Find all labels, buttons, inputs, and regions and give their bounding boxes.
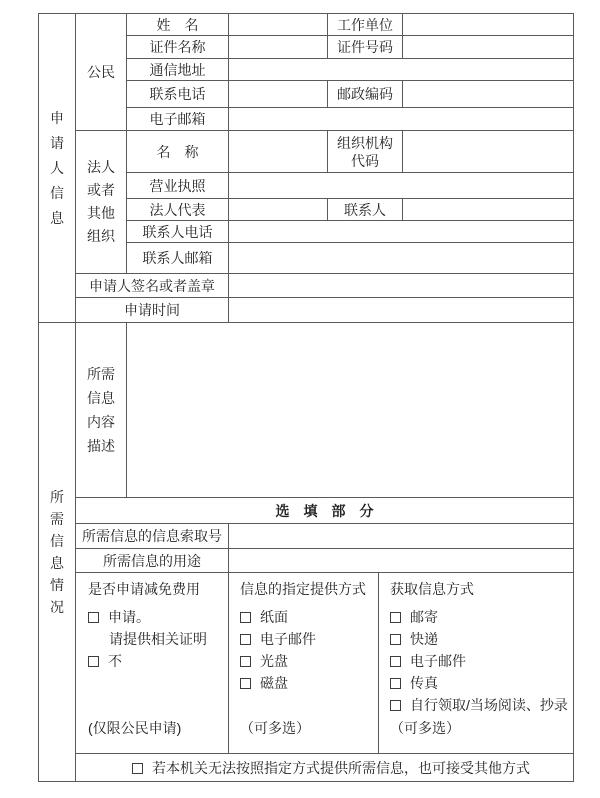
fee-waiver-option-no[interactable]: [88, 653, 122, 669]
table-row: [39, 323, 574, 498]
checkbox-icon[interactable]: [240, 678, 251, 689]
contact-email-value-cell[interactable]: [229, 243, 574, 274]
apply-date-label: 申请时间: [76, 298, 229, 323]
legal-rep-label: 法人代表: [127, 199, 229, 221]
checkbox-icon[interactable]: [390, 612, 401, 623]
contact-person-value-cell[interactable]: [403, 199, 574, 221]
fee-waiver-footnote: (仅限公民申请): [88, 720, 182, 736]
checkbox-icon[interactable]: [390, 700, 401, 711]
provide-option-paper[interactable]: [240, 609, 288, 625]
signature-label: 申请人签名或者盖章: [76, 274, 229, 298]
request-section-label-text: 所需信息情况: [50, 489, 64, 615]
option-label: 传真: [410, 675, 438, 691]
mail-address-value-cell[interactable]: [229, 59, 574, 81]
contact-person-label: 联系人: [328, 199, 403, 221]
applicant-section-label: [39, 14, 76, 323]
email-label: 电子邮箱: [127, 108, 229, 131]
obtain-option-self-pickup[interactable]: [390, 697, 568, 713]
mail-address-label: 通信地址: [127, 59, 229, 81]
apply-date-value-cell[interactable]: [229, 298, 574, 323]
provide-option-disk[interactable]: [240, 675, 288, 691]
option-label: 电子邮件: [260, 631, 316, 647]
obtain-option-fax[interactable]: [390, 675, 438, 691]
purpose-label: 所需信息的用途: [76, 549, 229, 573]
checkbox-icon[interactable]: [240, 612, 251, 623]
obtain-method-title: 获取信息方式: [390, 581, 474, 597]
obtain-option-express[interactable]: [390, 631, 438, 647]
fee-waiver-cell: [76, 573, 229, 754]
applicant-section-label-text: 申请人信息: [50, 109, 64, 226]
obtain-method-cell: [379, 573, 574, 754]
fallback-note-cell: [76, 754, 574, 782]
checkbox-icon[interactable]: [390, 678, 401, 689]
description-value-cell[interactable]: [127, 323, 574, 498]
work-unit-label: 工作单位: [328, 14, 403, 36]
business-license-label: 营业执照: [127, 173, 229, 199]
org-name-value-cell[interactable]: [229, 131, 328, 173]
legal-rep-value-cell[interactable]: [229, 199, 328, 221]
id-type-label: 证件名称: [127, 36, 229, 59]
table-row: [39, 754, 574, 782]
option-label: 邮寄: [410, 609, 438, 625]
option-label: 不: [108, 653, 122, 669]
provide-method-title: 信息的指定提供方式: [240, 581, 366, 597]
index-number-label: 所需信息的信息索取号: [76, 524, 229, 549]
contact-email-label: 联系人邮箱: [127, 243, 229, 274]
fallback-note-label: 若本机关无法按照指定方式提供所需信息，也可接受其他方式: [152, 759, 530, 776]
id-type-value-cell[interactable]: [229, 36, 328, 59]
request-info-table: [38, 322, 574, 782]
provide-option-cd[interactable]: [240, 653, 288, 669]
provide-option-email[interactable]: [240, 631, 316, 647]
fee-waiver-title: 是否申请减免费用: [88, 581, 200, 597]
name-label: 姓 名: [127, 14, 229, 36]
org-group-label-text: 法人或者其他组织: [86, 159, 115, 244]
table-row: [39, 274, 574, 298]
checkbox-icon[interactable]: [88, 612, 99, 623]
option-label: 申请。: [108, 609, 150, 625]
business-license-value-cell[interactable]: [229, 173, 574, 199]
optional-section-header: 选 填 部 分: [76, 498, 574, 524]
table-row: [39, 524, 574, 549]
work-unit-value-cell[interactable]: [403, 14, 574, 36]
fee-waiver-option-apply[interactable]: [88, 609, 150, 625]
application-form: [38, 13, 573, 782]
table-row: [39, 573, 574, 754]
option-label: 磁盘: [260, 675, 288, 691]
option-label: 光盘: [260, 653, 288, 669]
org-group-label: [76, 131, 127, 274]
obtain-method-footnote: （可多选）: [390, 720, 460, 736]
postcode-label: 邮政编码: [328, 81, 403, 108]
table-row: [39, 498, 574, 524]
table-row: [39, 131, 574, 173]
org-code-value-cell[interactable]: [403, 131, 574, 173]
checkbox-icon[interactable]: [240, 656, 251, 667]
email-value-cell[interactable]: [229, 108, 574, 131]
id-number-value-cell[interactable]: [403, 36, 574, 59]
table-row: [39, 14, 574, 36]
option-label: 纸面: [260, 609, 288, 625]
fee-waiver-apply-note: 请提供相关证明: [109, 631, 207, 647]
phone-value-cell[interactable]: [229, 81, 328, 108]
checkbox-icon[interactable]: [240, 634, 251, 645]
obtain-option-email[interactable]: [390, 653, 466, 669]
org-name-label: 名 称: [127, 131, 229, 173]
signature-value-cell[interactable]: [229, 274, 574, 298]
citizen-group-label: [76, 14, 127, 131]
table-row: [39, 298, 574, 323]
description-label-text: 所需信息内容描述: [86, 366, 115, 454]
checkbox-icon[interactable]: [132, 763, 143, 774]
description-label: [76, 323, 127, 498]
provide-method-cell: [229, 573, 379, 754]
provide-method-footnote: （可多选）: [240, 720, 310, 736]
contact-phone-value-cell[interactable]: [229, 221, 574, 243]
citizen-group-label-text: 公民: [87, 64, 115, 80]
option-label: 快递: [410, 631, 438, 647]
postcode-value-cell[interactable]: [403, 81, 574, 108]
option-label: 电子邮件: [410, 653, 466, 669]
contact-phone-label: 联系人电话: [127, 221, 229, 243]
org-code-label: [328, 131, 403, 173]
table-row: [39, 549, 574, 573]
request-section-label: [39, 323, 76, 782]
org-code-label-text: 组织机构代码: [336, 134, 393, 169]
checkbox-icon[interactable]: [390, 634, 401, 645]
option-label: 自行领取/当场阅读、抄录: [410, 697, 568, 713]
name-value-cell[interactable]: [229, 14, 328, 36]
applicant-info-table: [38, 13, 574, 323]
checkbox-icon[interactable]: [88, 656, 99, 667]
purpose-value-cell[interactable]: [229, 549, 574, 573]
phone-label: 联系电话: [127, 81, 229, 108]
id-number-label: 证件号码: [328, 36, 403, 59]
checkbox-icon[interactable]: [390, 656, 401, 667]
obtain-option-mail[interactable]: [390, 609, 438, 625]
index-number-value-cell[interactable]: [229, 524, 574, 549]
